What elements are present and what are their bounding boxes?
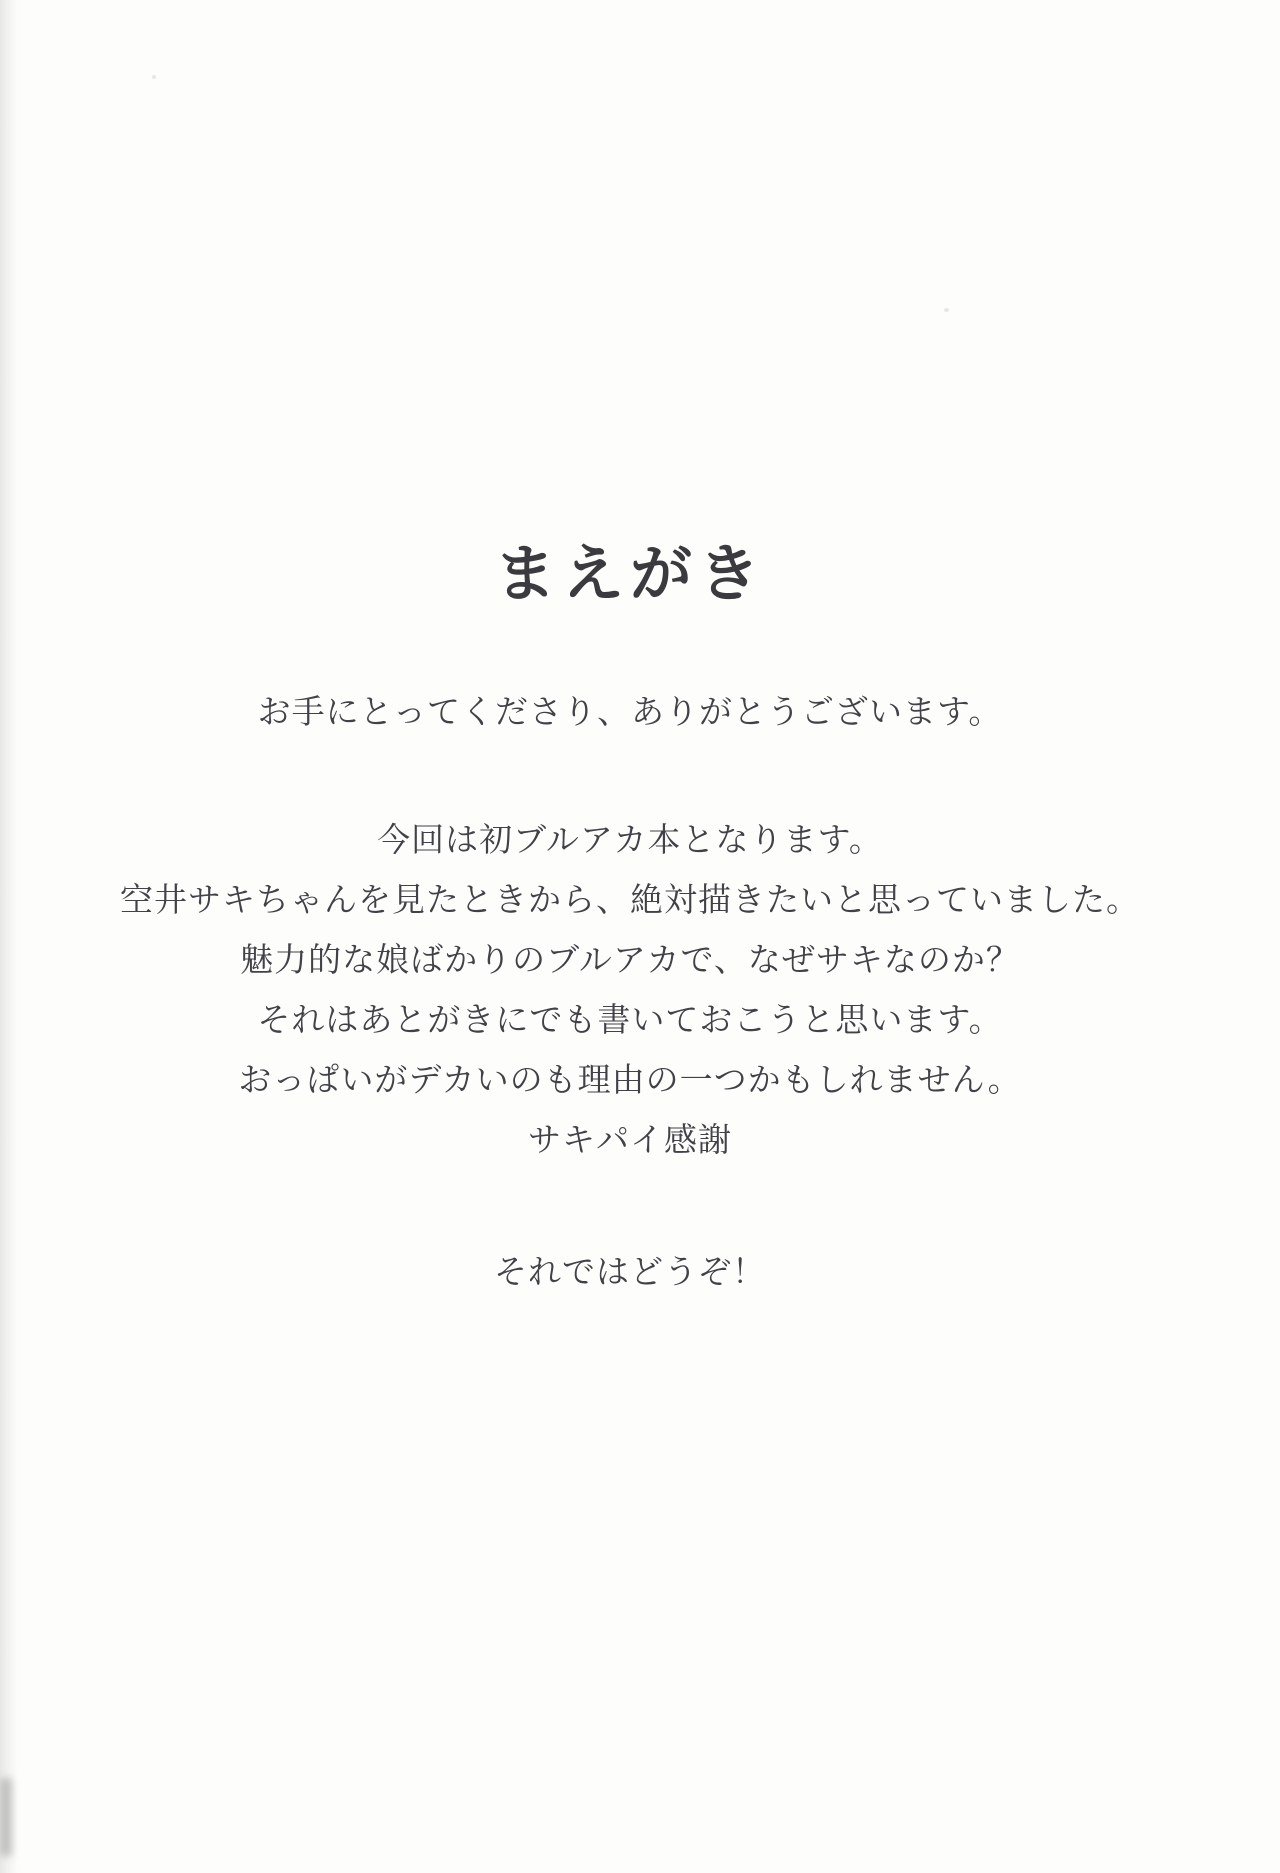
preface-line: 今回は初ブルアカ本となります。 xyxy=(377,820,883,859)
page-title: まえがき xyxy=(493,537,766,610)
greeting-line: お手にとってくださり、ありがとうございます。 xyxy=(257,692,1003,731)
preface-line: 魅力的な娘ばかりのブルアカで、なぜサキなのか？ xyxy=(240,940,1020,979)
closing-line: それではどうぞ！ xyxy=(494,1252,766,1291)
preface-line: それはあとがきにでも書いておこうと思います。 xyxy=(257,1000,1003,1039)
preface-line: サキパイ感謝 xyxy=(528,1120,732,1159)
preface-body xyxy=(0,810,1260,1170)
preface-line: 空井サキちゃんを見たときから、絶対描きたいと思っていました。 xyxy=(120,880,1140,919)
preface-line: おっぱいがデカいのも理由の一つかもしれません。 xyxy=(238,1060,1022,1099)
